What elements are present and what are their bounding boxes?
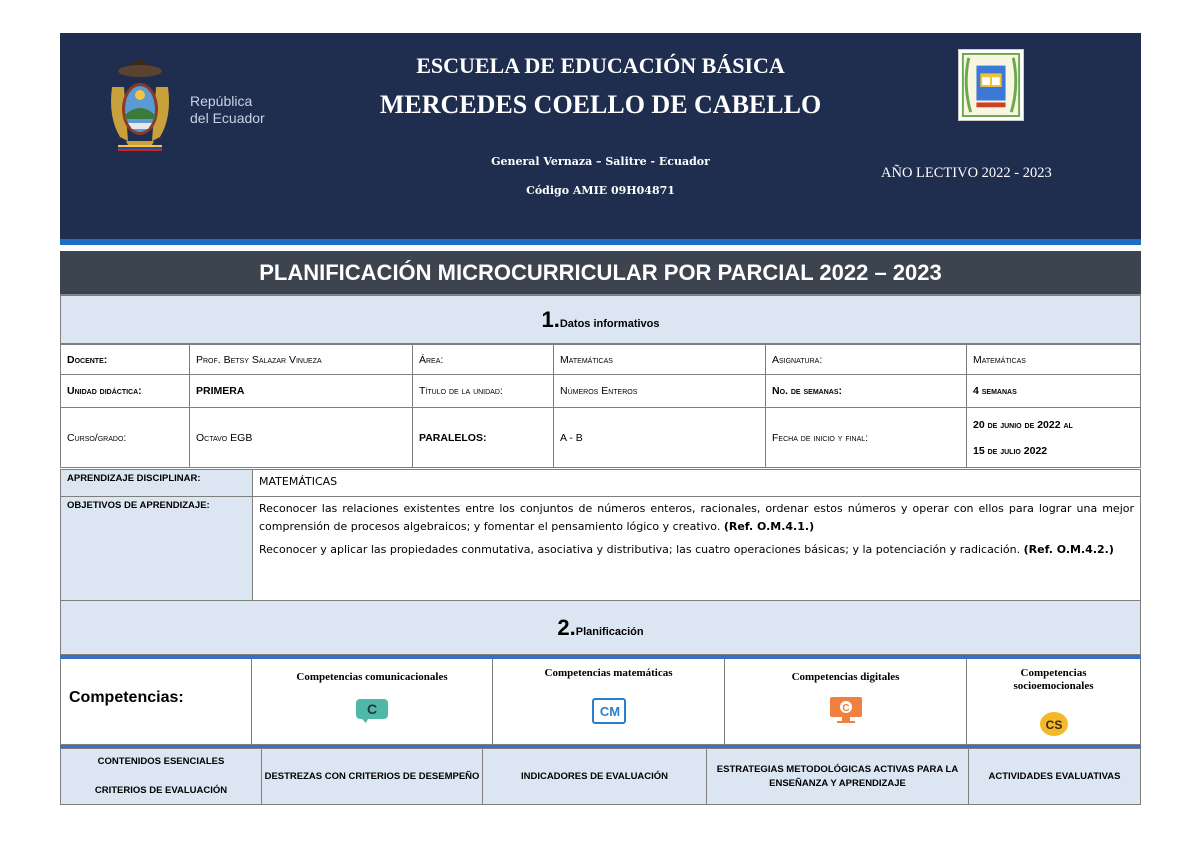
objetivo-2-text: Reconocer y aplicar las propiedades conmutativa, asociativa y distributiva; las cuatro operaciones básicas; y la potenciación y radicación.: [259, 543, 1021, 556]
curso-value: Octavo EGB: [190, 408, 413, 468]
competencias-label: Competencias:: [69, 689, 184, 706]
competencia-digital: [725, 659, 967, 745]
competencia-socioemocional-line-2: socioemocionales: [1013, 680, 1094, 692]
objetivos-label: OBJETIVOS DE APRENDIZAJE:: [61, 497, 253, 601]
fecha-start: 20 de junio de 2022 al: [973, 418, 1073, 431]
docente-value: Prof. Betsy Salazar Vinueza: [190, 345, 413, 375]
info-table: [60, 344, 1141, 468]
curso-label: Curso/grado:: [61, 408, 190, 468]
aprendizaje-disciplinar-value: MATEMÁTICAS: [253, 470, 1141, 497]
competencia-comunicacional: [252, 659, 493, 745]
titulo-label: Título de la unidad:: [413, 375, 554, 408]
objetivo-1-text: Reconocer las relaciones existentes entre los conjuntos de números enteros, racionales, ordenar estos números y operar con ellos para lograr una mejor comprensión de procesos algebraicos; y fomentar el pensamiento lógico y creativo.: [259, 502, 1134, 533]
section-planificacion: [60, 600, 1141, 655]
fecha-label: Fecha de inicio y final:: [766, 408, 967, 468]
objetivo-2: [259, 541, 1134, 559]
fecha-value: [967, 408, 1141, 468]
table-row: [61, 345, 1141, 375]
semanas-label: No. de semanas:: [766, 375, 967, 408]
column-actividades-label: ACTIVIDADES EVALUATIVAS: [988, 770, 1121, 782]
school-type: ESCUELA DE EDUCACIÓN BÁSICA: [416, 53, 785, 78]
icon-letter: C: [841, 703, 850, 714]
section-number: 2.: [557, 615, 576, 640]
competencia-matematica: [493, 659, 725, 745]
competencia-socioemocional-line-1: Competencias: [1020, 667, 1087, 679]
column-indicadores: [483, 748, 707, 805]
column-contenidos: [60, 748, 262, 805]
column-criterios-label: CRITERIOS DE EVALUACIÓN: [94, 785, 228, 796]
area-value: Matemáticas: [554, 345, 766, 375]
column-contenidos-label: CONTENIDOS ESENCIALES: [97, 756, 225, 767]
objetivos-value: [253, 497, 1141, 601]
competencia-socioemocional-label: [967, 659, 1140, 693]
paralelos-value: A - B: [554, 408, 766, 468]
icon-letter: C: [366, 701, 378, 717]
header-band: [60, 33, 1141, 245]
unidad-label: Unidad didáctica:: [61, 375, 190, 408]
section-number: 1.: [541, 307, 560, 332]
objetivo-2-ref: (Ref. O.M.4.2.): [1023, 543, 1114, 556]
republic-line-2: del Ecuador: [190, 110, 265, 126]
icon-letter: CS: [1045, 718, 1062, 732]
planning-columns-header: [60, 745, 1141, 805]
objetivo-1: [259, 500, 1134, 536]
republic-line-1: República: [190, 93, 253, 109]
competencias-label-cell: [60, 659, 252, 745]
section-label: Datos informativos: [559, 318, 660, 330]
column-indicadores-label: INDICADORES DE EVALUACIÓN: [520, 770, 669, 782]
competencia-matematica-label: Competencias matemáticas: [544, 667, 673, 679]
page-title: PLANIFICACIÓN MICROCURRICULAR POR PARCIAL 2022 – 2023: [60, 251, 1141, 295]
column-destrezas-label: DESTREZAS CON CRITERIOS DE DESEMPEÑO: [264, 770, 480, 782]
speech-bubble-icon: [354, 697, 390, 723]
area-label: Área:: [413, 345, 554, 375]
competencia-comunicacional-label: Competencias comunicacionales: [296, 671, 448, 683]
school-year: AÑO LECTIVO 2022 - 2023: [881, 165, 1052, 181]
unidad-value: PRIMERA: [190, 375, 413, 408]
docente-label: Docente:: [61, 345, 190, 375]
column-actividades: [969, 748, 1141, 805]
fecha-end: 15 de julio 2022: [973, 444, 1048, 457]
table-row: [61, 408, 1141, 468]
competencia-digital-label: Competencias digitales: [791, 671, 900, 683]
competencias-row: [60, 655, 1141, 745]
heart-cs-icon: [1037, 709, 1071, 739]
monitor-icon: [827, 695, 865, 725]
math-calculator-icon: [591, 697, 627, 725]
table-row: [61, 497, 1141, 601]
section-label: Planificación: [575, 626, 644, 638]
column-estrategias-label: ESTRATEGIAS METODOLÓGICAS ACTIVAS PARA LA ENSEÑANZA Y APRENDIZAJE: [716, 763, 959, 789]
icon-letter: CM: [599, 704, 620, 719]
section-datos-informativos: [60, 295, 1141, 344]
aprendizaje-table: [60, 469, 1141, 601]
titulo-value: Números Enteros: [554, 375, 766, 408]
semanas-value: 4 semanas: [967, 375, 1141, 408]
school-logo-icon: [958, 49, 1024, 121]
school-name: MERCEDES COELLO DE CABELLO: [379, 90, 822, 119]
planning-document: [60, 33, 1141, 808]
paralelos-label: PARALELOS:: [413, 408, 554, 468]
school-address: General Vernaza – Salitre - Ecuador: [491, 155, 710, 168]
table-row: [61, 375, 1141, 408]
column-destrezas: [262, 748, 483, 805]
competencia-socioemocional: [967, 659, 1141, 745]
column-estrategias: [707, 748, 969, 805]
amie-code: Código AMIE 09H04871: [526, 184, 675, 197]
asignatura-label: Asignatura:: [766, 345, 967, 375]
asignatura-value: Matemáticas: [967, 345, 1141, 375]
table-row: [61, 470, 1141, 497]
aprendizaje-disciplinar-label: APRENDIZAJE DISCIPLINAR:: [61, 470, 253, 497]
objetivo-1-ref: (Ref. O.M.4.1.): [723, 520, 815, 533]
